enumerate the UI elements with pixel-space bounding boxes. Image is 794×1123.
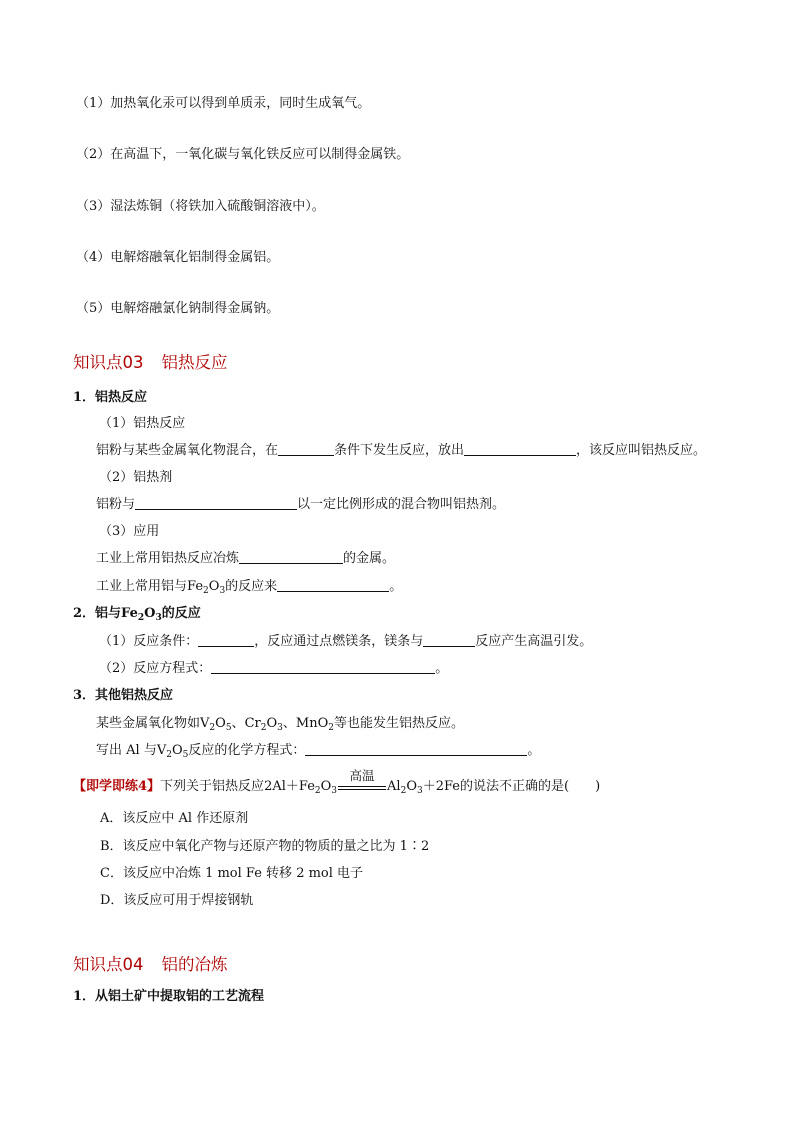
fill-line-application-2: 工业上常用铝与$Fe_2O_3$的反应来 。 (96, 579, 403, 596)
answer-blank[interactable] (211, 660, 435, 674)
sub-item-label-3: （3）应用 (99, 524, 160, 539)
section-04-heading (73, 954, 228, 976)
question-4: （4）电解熔融氧化铝制得金属铝。 (76, 250, 280, 265)
answer-blank[interactable] (198, 633, 254, 647)
option-b[interactable]: B．该反应中氧化产物与还原产物的物质的量之比为 1∶2 (100, 839, 430, 854)
section-03-title: 铝热反应 (161, 353, 228, 372)
question-5: （5）电解熔融氯化钠制得金属钠。 (76, 301, 280, 316)
answer-blank[interactable] (464, 442, 576, 456)
sub-heading-aluminum-process: 1．从铝土矿中提取铝的工艺流程 (73, 989, 265, 1004)
sub-item-label-2: （2）铝热剂 (99, 470, 173, 485)
other-oxides-line: 某些金属氧化物如$V_2O_5$、$Cr_2O_3$、MnO$_2$等也能发生铝热反应。 (96, 716, 464, 733)
fill-line-thermite: 铝粉与 以一定比例形成的混合物叫铝热剂。 (96, 497, 506, 512)
answer-blank[interactable] (278, 442, 334, 456)
question-2: （2）在高温下，一氧化碳与氧化铁反应可以制得金属铁。 (76, 147, 410, 162)
section-03-number: 知识点03 (73, 353, 144, 372)
fill-line-condition: （1）反应条件： ，反应通过点燃镁条，镁条与 反应产生高温引发。 (99, 634, 593, 649)
fill-line-application-1: 工业上常用铝热反应冶炼 的金属。 (96, 551, 396, 566)
answer-blank[interactable] (135, 496, 297, 510)
section-03-heading (73, 352, 228, 374)
answer-blank[interactable] (423, 633, 475, 647)
answer-blank[interactable] (239, 550, 343, 564)
reaction-arrow (337, 768, 387, 796)
sub-heading-2: 2．铝与$Fe_2O_3$的反应 (73, 606, 201, 623)
option-d[interactable]: D．该反应可用于焊接钢轨 (100, 893, 254, 908)
practice-tag: 【即学即练4】 (73, 779, 161, 794)
reaction-condition: 高温 (349, 768, 375, 783)
option-a[interactable]: A．该反应中 Al 作还原剂 (100, 811, 249, 826)
section-04-number: 知识点04 (73, 955, 144, 974)
option-c[interactable]: C．该反应中冶炼 1 mol Fe 转移 2 mol 电子 (100, 866, 364, 881)
fill-line-aluminothermic: 铝粉与某些金属氧化物混合，在 条件下发生反应，放出 ，该反应叫铝热反应。 (96, 443, 707, 458)
fill-line-al-v2o5: 写出 Al 与$V_2O_5$反应的化学方程式： 。 (96, 743, 541, 760)
question-1: （1）加热氧化汞可以得到单质汞，同时生成氧气。 (76, 96, 371, 111)
section-04-title: 铝的冶炼 (161, 955, 228, 974)
sub-heading-1: 1．铝热反应 (73, 390, 148, 405)
answer-blank[interactable] (305, 742, 527, 756)
practice-question-stem: 【即学即练4】下列关于铝热反应$2Al+Fe_2O_3$ 高温 $Al_2O_3+2Fe$的说法不正确的是( ) (73, 768, 601, 796)
sub-heading-3: 3．其他铝热反应 (73, 688, 174, 703)
fill-line-equation: （2）反应方程式： 。 (99, 661, 449, 676)
answer-blank[interactable] (277, 578, 389, 592)
question-3: （3）湿法炼铜（将铁加入硫酸铜溶液中）。 (76, 199, 325, 214)
sub-item-label-1: （1）铝热反应 (99, 416, 186, 431)
